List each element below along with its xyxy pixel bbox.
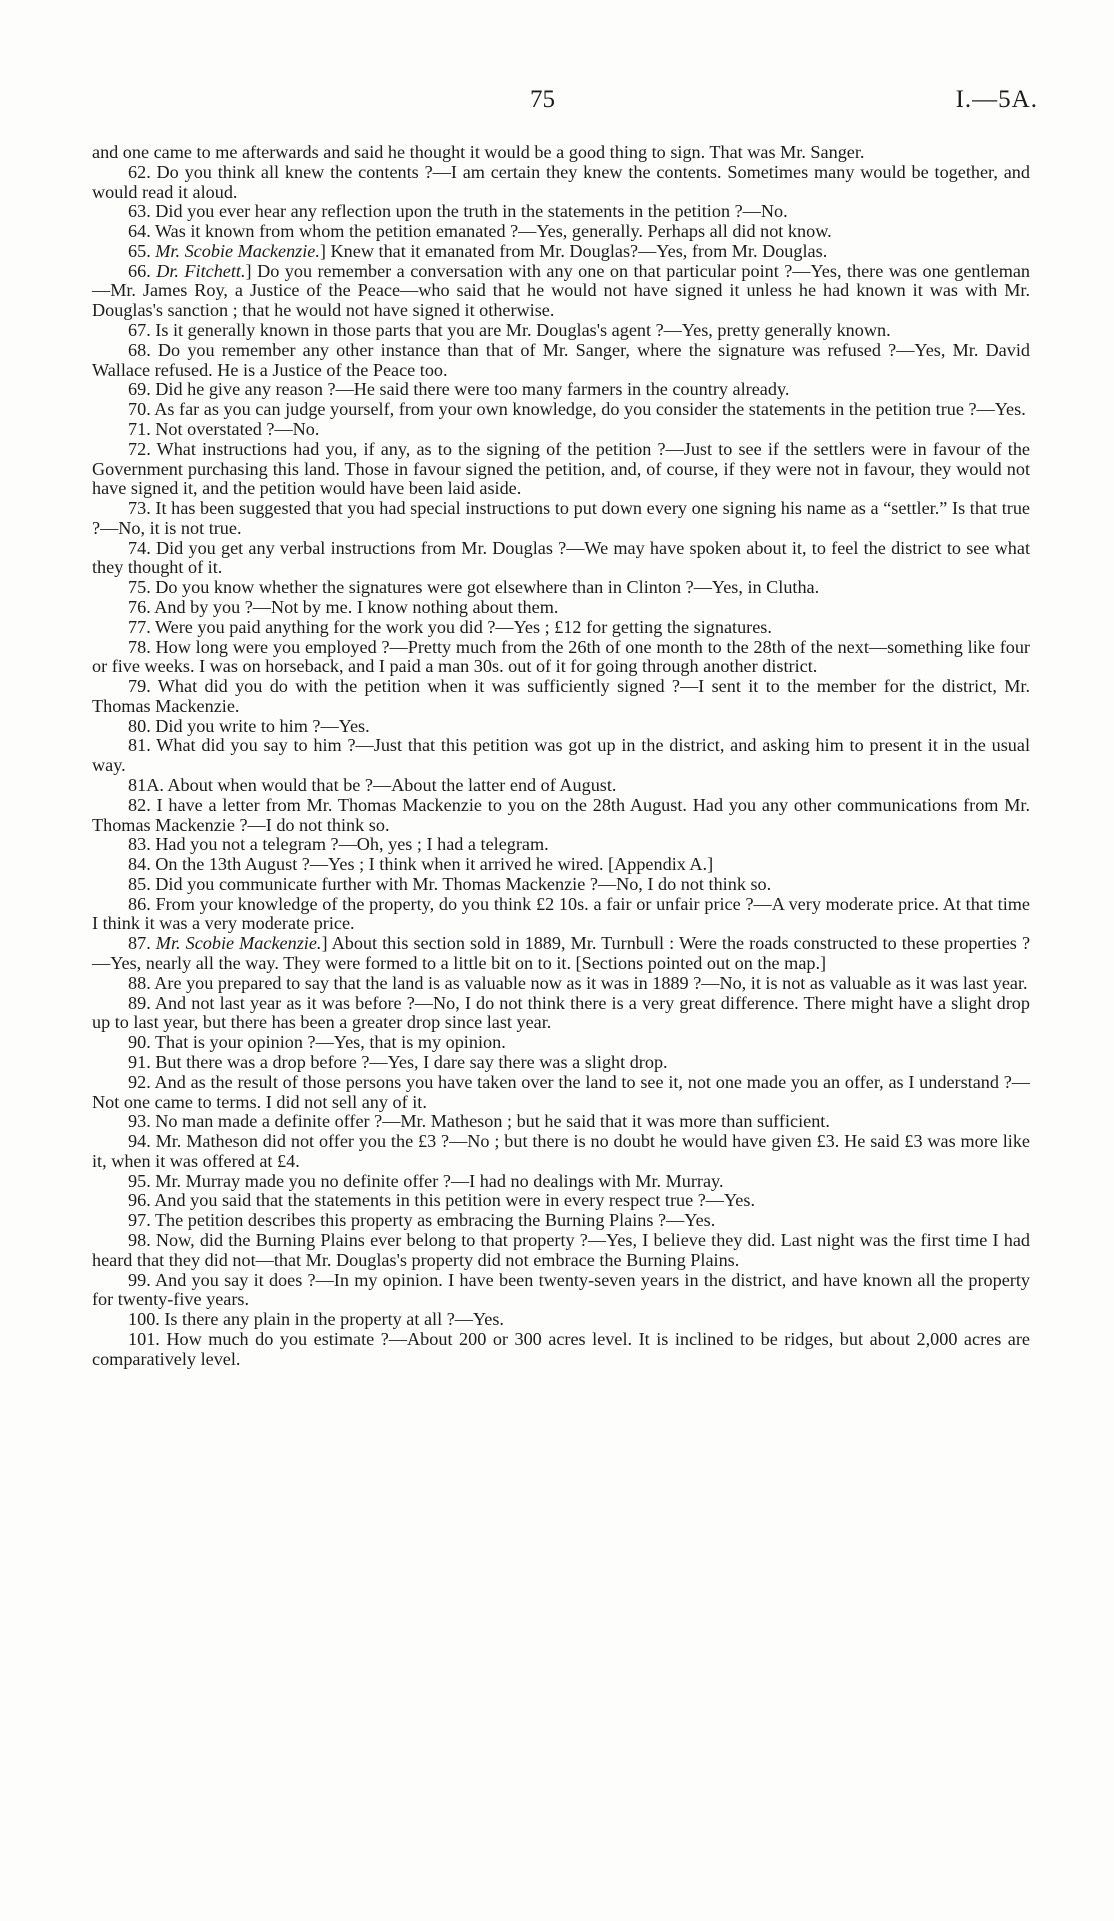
page-number: 75 xyxy=(530,86,555,113)
paragraph: 95. Mr. Murray made you no definite offer ?—I had no dealings with Mr. Murray. xyxy=(128,1170,724,1191)
paragraph: 69. Did he give any reason ?—He said there were too many farmers in the country already. xyxy=(128,379,790,400)
paragraph: 68. Do you remember any other instance than that of Mr. Sanger, where the signature was refused ?—Yes, Mr. David Wallace refused. He is a Justice of the Peace too. xyxy=(92,339,1030,380)
paragraph: 70. As far as you can judge yourself, from your own knowledge, do you consider the statements in the petition true ?—Yes. xyxy=(128,399,1026,420)
paragraph: 72. What instructions had you, if any, as to the signing of the petition ?—Just to see if the settlers were in favour of the Government purchasing this land. Those in favour signed the petition, and, of course, if they were not in favour, they would not have signed it, and the petition would have been laid aside. xyxy=(92,438,1030,499)
paragraph: 76. And by you ?—Not by me. I know nothing about them. xyxy=(128,596,559,617)
paragraph: 86. From your knowledge of the property, do you think £2 10s. a fair or unfair price ?—A very moderate price. At that time I think it was a very moderate price. xyxy=(92,893,1030,934)
paragraph: 64. Was it known from whom the petition emanated ?—Yes, generally. Perhaps all did not know. xyxy=(128,221,832,242)
paragraph: 62. Do you think all knew the contents ?—I am certain they knew the contents. Sometimes many would be together, and would read it aloud. xyxy=(92,161,1030,202)
paragraph: 101. How much do you estimate ?—About 200 or 300 acres level. It is inclined to be ridges, but about 2,000 acres are comparatively level. xyxy=(92,1328,1030,1369)
paragraph: 87. Mr. Scobie Mackenzie.] About this section sold in 1889, Mr. Turnbull : Were the roads constructed to these properties ?—Yes, nearly all the way. They were formed to a little bit on to it. [Sections pointed out on the map.] xyxy=(92,933,1031,974)
paragraph: 74. Did you get any verbal instructions from Mr. Douglas ?—We may have spoken about it, to feel the district to see what they thought of it. xyxy=(92,537,1030,578)
paragraph: 91. But there was a drop before ?—Yes, I dare say there was a slight drop. xyxy=(128,1051,668,1072)
paragraph: 88. Are you prepared to say that the land is as valuable now as it was in 1889 ?—No, it is not as valuable as it was last year. xyxy=(128,972,1028,993)
paragraph: 71. Not overstated ?—No. xyxy=(128,418,320,439)
paragraph: 96. And you said that the statements in this petition were in every respect true ?—Yes. xyxy=(128,1190,756,1211)
paragraph: 63. Did you ever hear any reflection upon the truth in the statements in the petition ?—No. xyxy=(128,201,788,222)
paragraph: 98. Now, did the Burning Plains ever belong to that property ?—Yes, I believe they did. Last night was the first time I had heard that they did not—that Mr. Douglas's property did not embrace the Burning Plains. xyxy=(92,1229,1030,1270)
paragraph: 82. I have a letter from Mr. Thomas Mackenzie to you on the 28th August. Had you any other communications from Mr. Thomas Mackenzie ?—I do not think so. xyxy=(92,794,1030,835)
paragraph: 67. Is it generally known in those parts that you are Mr. Douglas's agent ?—Yes, pretty generally known. xyxy=(128,320,891,341)
paragraph: 94. Mr. Matheson did not offer you the £3 ?—No ; but there is no doubt he would have given £3. He said £3 was more like it, when it was offered at £4. xyxy=(92,1131,1030,1171)
paragraph: 100. Is there any plain in the property at all ?—Yes. xyxy=(128,1309,504,1330)
paragraph: 83. Had you not a telegram ?—Oh, yes ; I had a telegram. xyxy=(128,834,549,855)
paragraph: 80. Did you write to him ?—Yes. xyxy=(128,715,370,736)
paragraph: 93. No man made a definite offer ?—Mr. Matheson ; but he said that it was more than sufficient. xyxy=(128,1111,830,1132)
paragraph: and one came to me afterwards and said he thought it would be a good thing to sign. That was Mr. Sanger. xyxy=(92,142,865,162)
document-code: I.—5A. xyxy=(955,86,1038,113)
paragraph: 89. And not last year as it was before ?—No, I do not think there is a very great difference. There might have a slight drop up to last year, but there has been a greater drop since last year. xyxy=(92,992,1030,1033)
paragraph: 99. And you say it does ?—In my opinion. I have been twenty-seven years in the district, and have known all the property for twenty-five years. xyxy=(92,1269,1030,1310)
speaker-name: Mr. Scobie Mackenzie. xyxy=(155,933,322,954)
paragraph: 92. And as the result of those persons you have taken over the land to see it, not one made you an offer, as I understand ?—Not one came to terms. I did not sell any of it. xyxy=(92,1071,1030,1112)
speaker-name: Dr. Fitchett. xyxy=(156,260,246,281)
page-header xyxy=(0,86,1114,126)
paragraph: 65. Mr. Scobie Mackenzie.] Knew that it emanated from Mr. Douglas?—Yes, from Mr. Douglas. xyxy=(128,240,828,261)
speaker-name: Mr. Scobie Mackenzie. xyxy=(155,240,320,261)
paragraph: 81A. About when would that be ?—About the latter end of August. xyxy=(128,775,617,795)
paragraph: 75. Do you know whether the signatures were got elsewhere than in Clinton ?—Yes, in Clutha. xyxy=(128,577,820,598)
paragraph: 97. The petition describes this property as embracing the Burning Plains ?—Yes. xyxy=(128,1210,716,1231)
paragraph: 66. Dr. Fitchett.] Do you remember a conversation with any one on that particular point ?—Yes, there was one gentleman—Mr. James Roy, a Justice of the Peace—who said that he would not have signed it unless he had known it was with Mr. Douglas's sanction ; that he would not have signed it otherwise. xyxy=(92,260,1031,321)
testimony-body xyxy=(92,143,1030,1369)
paragraph: 81. What did you say to him ?—Just that this petition was got up in the district, and asking him to present it in the usual way. xyxy=(92,735,1030,776)
paragraph: 84. On the 13th August ?—Yes ; I think when it arrived he wired. [Appendix A.] xyxy=(128,854,714,875)
paragraph: 90. That is your opinion ?—Yes, that is my opinion. xyxy=(128,1032,506,1053)
paragraph: 79. What did you do with the petition when it was sufficiently signed ?—I sent it to the member for the district, Mr. Thomas Mackenzie. xyxy=(92,676,1030,716)
paragraph: 73. It has been suggested that you had special instructions to put down every one signing his name as a “settler.” Is that true ?—No, it is not true. xyxy=(92,498,1030,538)
paragraph: 78. How long were you employed ?—Pretty much from the 26th of one month to the 28th of the next—something like four or five weeks. I was on horseback, and I paid a man 30s. out of it for going through another district. xyxy=(92,636,1030,677)
paragraph: 85. Did you communicate further with Mr. Thomas Mackenzie ?—No, I do not think so. xyxy=(128,873,772,894)
paragraph: 77. Were you paid anything for the work you did ?—Yes ; £12 for getting the signatures. xyxy=(128,616,772,637)
